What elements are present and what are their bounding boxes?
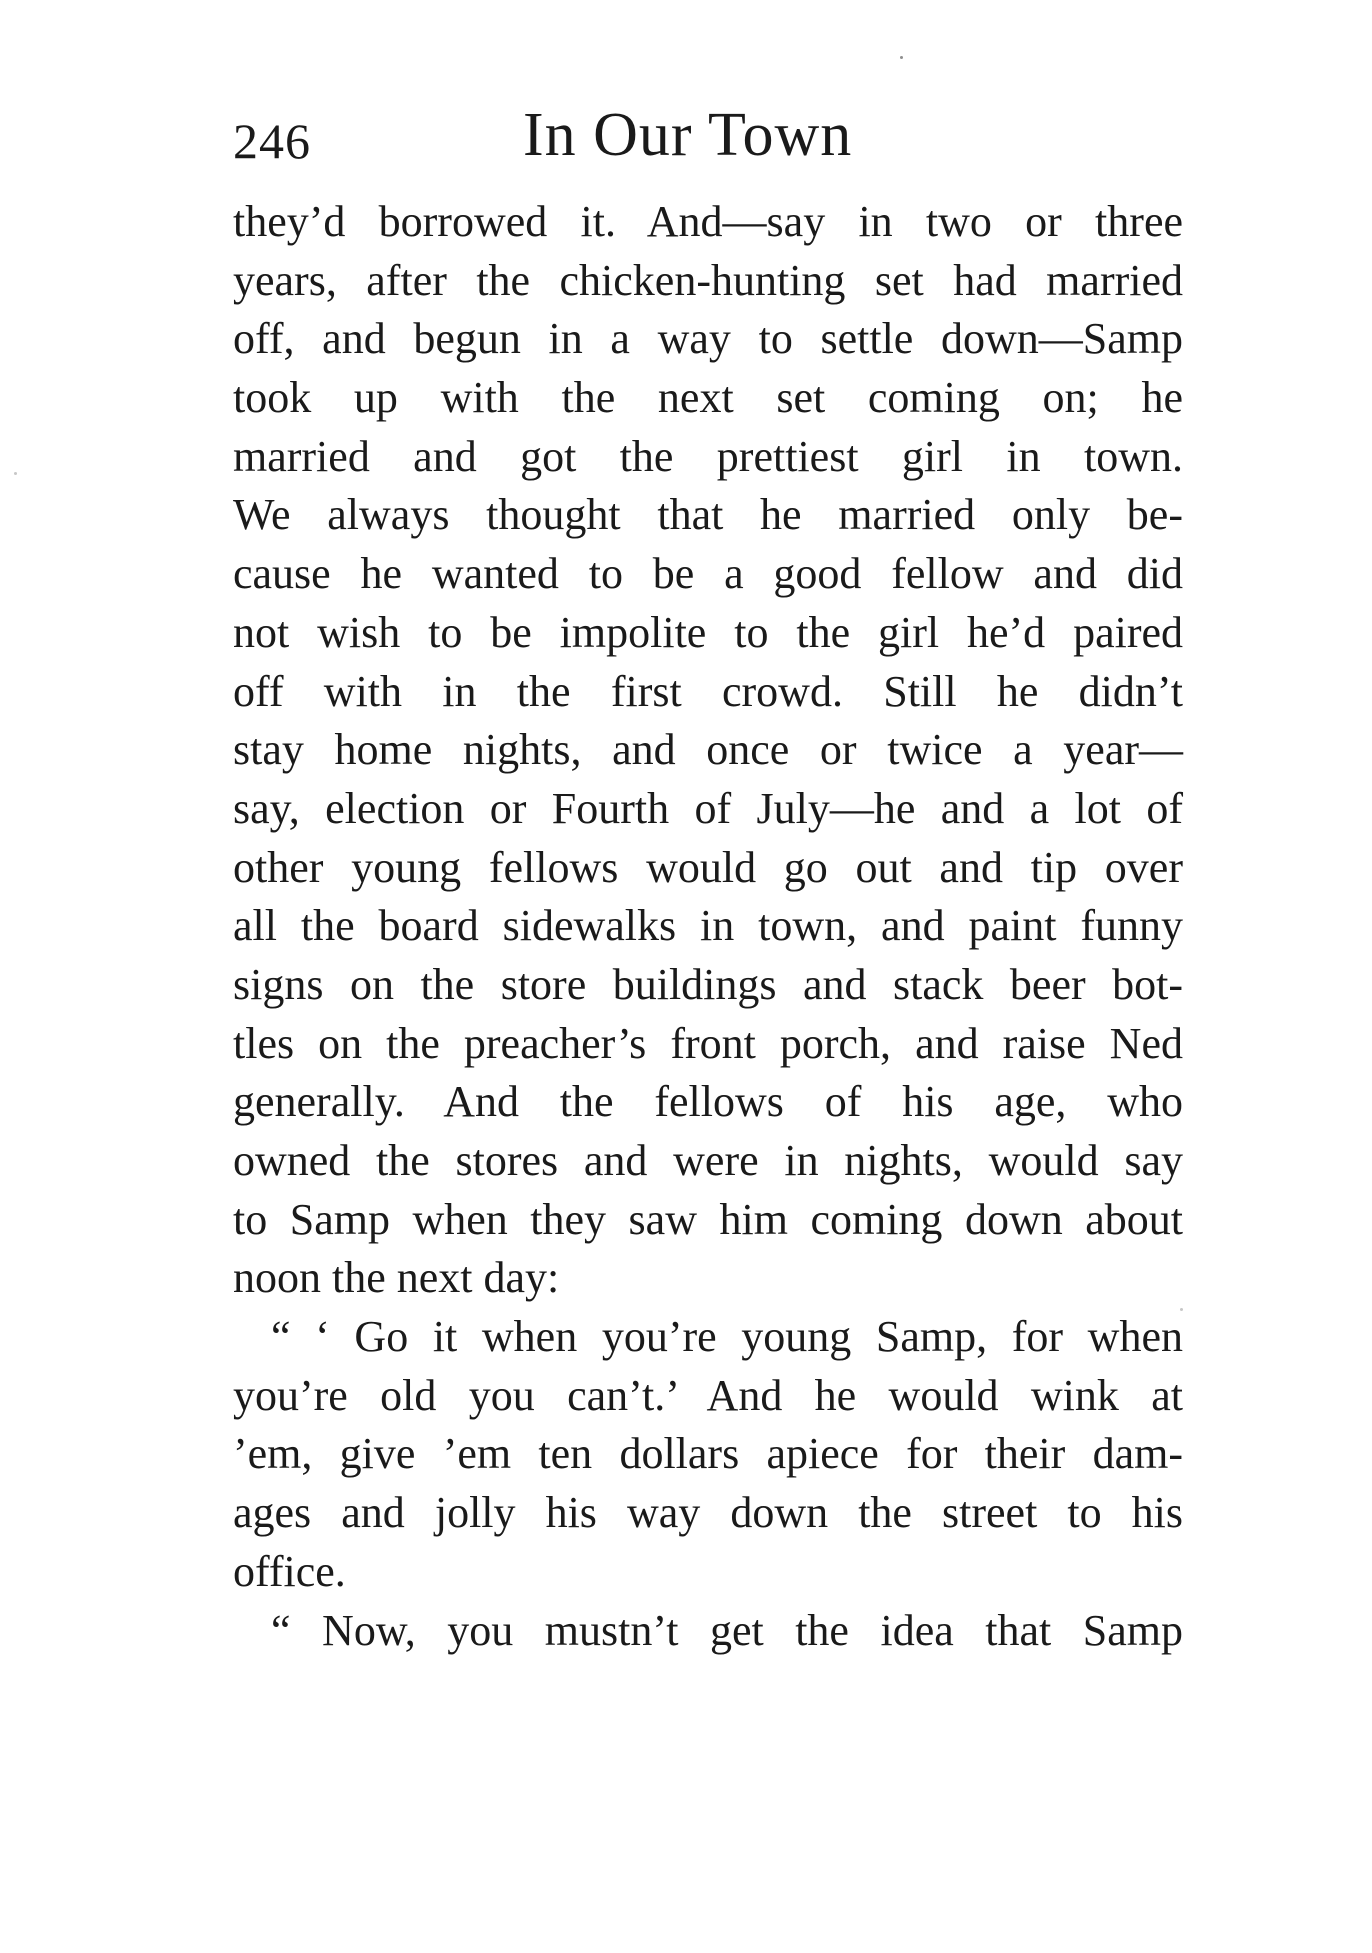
text-line: tles on the preacher’s front porch, and raise Ned [233, 1018, 1183, 1068]
text-line: cause he wanted to be a good fellow and did [233, 549, 1183, 599]
text-line: “ ‘ Go it when you’re young Samp, for when [271, 1312, 1183, 1362]
page-header [233, 100, 1183, 190]
running-title: In Our Town [523, 101, 853, 169]
text-line: to Samp when they saw him coming down about [233, 1194, 1183, 1244]
text-line: off, and begun in a way to settle down—Samp [233, 314, 1183, 364]
text-line: We always thought that he married only be- [233, 490, 1183, 540]
text-line: all the board sidewalks in town, and paint funny [233, 901, 1183, 951]
text-line: ’em, give ’em ten dollars apiece for their dam- [233, 1429, 1183, 1479]
text-line: signs on the store buildings and stack beer bot- [233, 959, 1183, 1009]
text-line: not wish to be impolite to the girl he’d paired [233, 607, 1183, 657]
text-line: office. [233, 1546, 346, 1596]
text-line: generally. And the fellows of his age, who [233, 1077, 1183, 1127]
text-line: you’re old you can’t.’ And he would wink at [233, 1370, 1183, 1420]
text-line: they’d borrowed it. And—say in two or three [233, 197, 1183, 246]
text-line: noon the next day: [233, 1253, 560, 1303]
text-line: took up with the next set coming on; he [233, 373, 1183, 423]
text-line: other young fellows would go out and tip over [233, 842, 1183, 892]
text-line: married and got the prettiest girl in town. [233, 431, 1183, 481]
scan-speck [1180, 1308, 1183, 1311]
page-number: 246 [233, 113, 311, 169]
text-line: off with in the first crowd. Still he didn’t [233, 666, 1183, 716]
body-text [233, 193, 1183, 1660]
text-line: owned the stores and were in nights, would say [233, 1136, 1183, 1185]
text-line: stay home nights, and once or twice a year— [233, 725, 1183, 775]
scan-speck [900, 56, 903, 59]
text-line: say, election or Fourth of July—he and a lot of [233, 783, 1183, 833]
text-line: “ Now, you mustn’t get the idea that Samp [271, 1605, 1183, 1655]
text-line: ages and jolly his way down the street to his [233, 1488, 1183, 1538]
text-line: years, after the chicken-hunting set had married [233, 255, 1183, 305]
scan-speck [14, 472, 17, 475]
